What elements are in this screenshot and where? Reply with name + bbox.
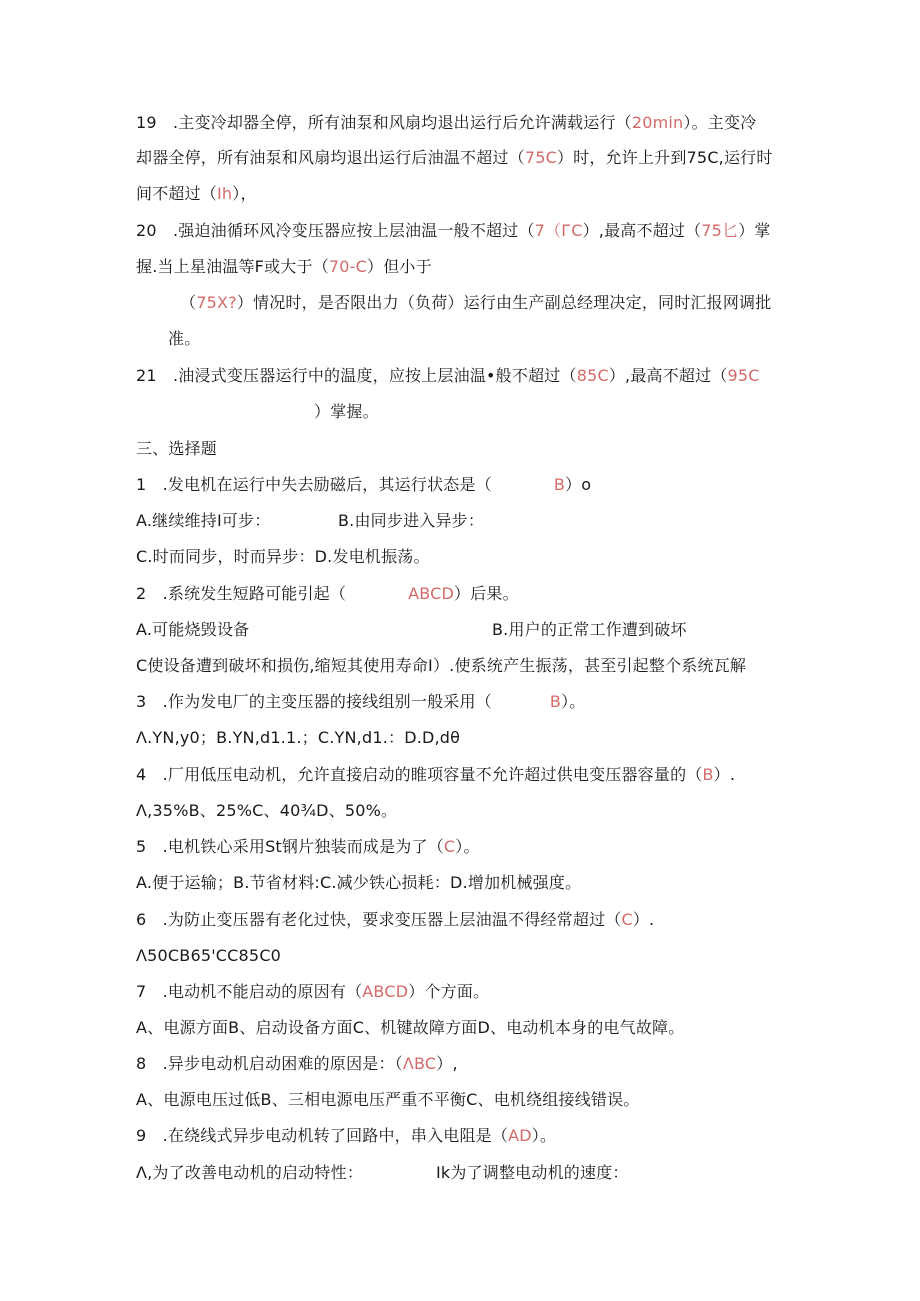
text: 握.当上星油温等F或大于（ [136, 257, 329, 276]
answer: ABCD [408, 584, 455, 603]
text: ）。 [561, 692, 586, 711]
choice-question-8 [136, 1053, 458, 1075]
text: 20 .强迫油循环风冷变压器应按上层油温一般不超过（ [136, 221, 535, 240]
choice-question-1-options-2 [136, 546, 430, 568]
text: ）情况时，是否限出力（负荷）运行由生产副总经理决定，同时汇报网调批 [236, 293, 772, 312]
question-21-line-1 [136, 365, 760, 387]
option-a: Λ,为了改善电动机的启动特性： [136, 1163, 364, 1182]
choice-question-8-options [136, 1089, 640, 1111]
choice-question-5-options [136, 872, 581, 894]
text: 9 .在绕线式异步电动机转了回路中，串入电阻是（ [136, 1126, 509, 1145]
options: Λ50CB65'CC85C0 [136, 946, 282, 965]
option-cd: C使设备遭到破坏和损伤,缩短其使用寿命I）.使系统产生振荡，甚至引起整个系统瓦解 [136, 656, 747, 675]
question-19-line-3 [136, 183, 257, 205]
answer: 7（ГC [534, 221, 583, 240]
options: A、电源电压过低B、三相电源电压严重不平衡C、电机绕组接线错误。 [136, 1090, 640, 1109]
text: ）o [565, 475, 592, 494]
answer: 85C [576, 366, 609, 385]
choice-question-2 [136, 583, 519, 605]
choice-question-9-options-b [436, 1162, 629, 1184]
question-20-line-2 [136, 256, 432, 278]
text: ）。 [455, 837, 480, 856]
answer: B [702, 765, 714, 784]
answer: ΛBC [402, 1054, 437, 1073]
answer: AD [508, 1126, 532, 1145]
choice-question-7-options [136, 1017, 684, 1039]
option-b: Ik为了调整电动机的速度： [436, 1163, 629, 1182]
text: 5 .电机铁心采用St钢片独装而成是为了（ [136, 837, 444, 856]
answer: 75X? [196, 293, 237, 312]
text: 6 .为防止变压器有老化过快，要求变压器上层油温不得经常超过（ [136, 910, 622, 929]
answer: 75C [524, 148, 557, 167]
option-b: B.用户的正常工作遭到破坏 [492, 620, 687, 639]
text: ）后果。 [454, 584, 519, 603]
text: 3 .作为发电厂的主变压器的接线组别一般采用（ [136, 692, 492, 711]
choice-question-1-options-1b [338, 510, 484, 532]
option-a: A.可能烧毁设备 [136, 620, 250, 639]
question-19-line-1 [136, 112, 756, 134]
text: 2 .系统发生短路可能引起（ [136, 584, 347, 603]
options: A、电源方面B、启动设备方面C、机键故障方面D、电动机本身的电气故障。 [136, 1018, 685, 1037]
text: ）. [713, 765, 736, 784]
options: Λ,35%B、25%C、40¾D、50%。 [136, 801, 398, 820]
choice-question-1 [136, 474, 591, 496]
question-20-line-1 [136, 220, 771, 242]
text: 三、选择题 [136, 439, 218, 458]
text: ）。主变冷 [683, 113, 757, 132]
text: 21 .油浸式变压器运行中的温度，应按上层油温•般不超过（ [136, 366, 577, 385]
options: Λ.YN,y0；B.YN,d1.1.；C.YN,d1.：D.D,dθ [136, 728, 461, 747]
option-a: A.继续维持I可步： [136, 511, 271, 530]
text: ）， [232, 184, 257, 203]
answer: 75匕 [701, 221, 739, 240]
choice-question-2-options-2 [136, 655, 746, 677]
answer: 95C [727, 366, 760, 385]
text: 却器全停，所有油泵和风扇均退出运行后油温不超过（ [136, 148, 525, 167]
choice-question-4 [136, 764, 735, 786]
answer: 70-C [328, 257, 367, 276]
text: ）时，允许上升到75C,运行时 [556, 148, 773, 167]
text: ）。 [531, 1126, 557, 1145]
answer: 20min [631, 113, 684, 132]
choice-question-7 [136, 981, 489, 1003]
text: 7 .电动机不能启动的原因有（ [136, 982, 363, 1001]
text: 间不超过（ [136, 184, 218, 203]
text: 准。 [168, 329, 201, 348]
answer: Ih [217, 184, 233, 203]
choice-question-3-options [136, 727, 460, 749]
text: 4 .厂用低压电动机，允许直接启动的睢项容量不允许超过供电变压器容量的（ [136, 765, 703, 784]
choice-question-3 [136, 691, 585, 713]
text: ）但小于 [367, 257, 432, 276]
text: ）掌握。 [314, 402, 379, 421]
choice-question-1-options-1 [136, 510, 270, 532]
text: 1 .发电机在运行中失去励磁后，其运行状态是（ [136, 475, 492, 494]
option-cd: C.时而同步，时而异步：D.发电机振荡。 [136, 547, 430, 566]
text: （ [180, 293, 197, 312]
choice-question-2-options-1b [492, 619, 687, 641]
option-b: B.由同步进入异步： [338, 511, 485, 530]
text: ）个方面。 [408, 982, 490, 1001]
answer: C [621, 910, 633, 929]
choice-question-2-options-1 [136, 619, 249, 641]
section-heading [136, 438, 217, 460]
answer: B [549, 692, 562, 711]
choice-question-6-options [136, 945, 281, 967]
choice-question-4-options [136, 800, 397, 822]
text: ）,最高不超过（ [582, 221, 702, 240]
question-20-line-4 [168, 328, 200, 350]
answer: C [443, 837, 456, 856]
question-21-line-2 [314, 401, 379, 423]
text: 19 .主变冷却器全停，所有油泵和风扇均退出运行后允许满载运行（ [136, 113, 632, 132]
text: 8 .异步电动机启动困难的原因是：（ [136, 1054, 403, 1073]
question-20-line-3 [180, 292, 771, 314]
question-19-line-2 [136, 147, 773, 169]
text: ）, [436, 1054, 458, 1073]
answer: B [553, 475, 566, 494]
choice-question-9-options-a [136, 1162, 363, 1184]
choice-question-6 [136, 909, 654, 931]
choice-question-9 [136, 1125, 556, 1147]
options: A.便于运输；B.节省材料:C.减少铁心损耗：D.增加机械强度。 [136, 873, 582, 892]
text: ）,最高不超过（ [608, 366, 728, 385]
choice-question-5 [136, 836, 480, 858]
text: ）. [632, 910, 655, 929]
text: ）掌 [738, 221, 771, 240]
answer: ABCD [362, 982, 409, 1001]
